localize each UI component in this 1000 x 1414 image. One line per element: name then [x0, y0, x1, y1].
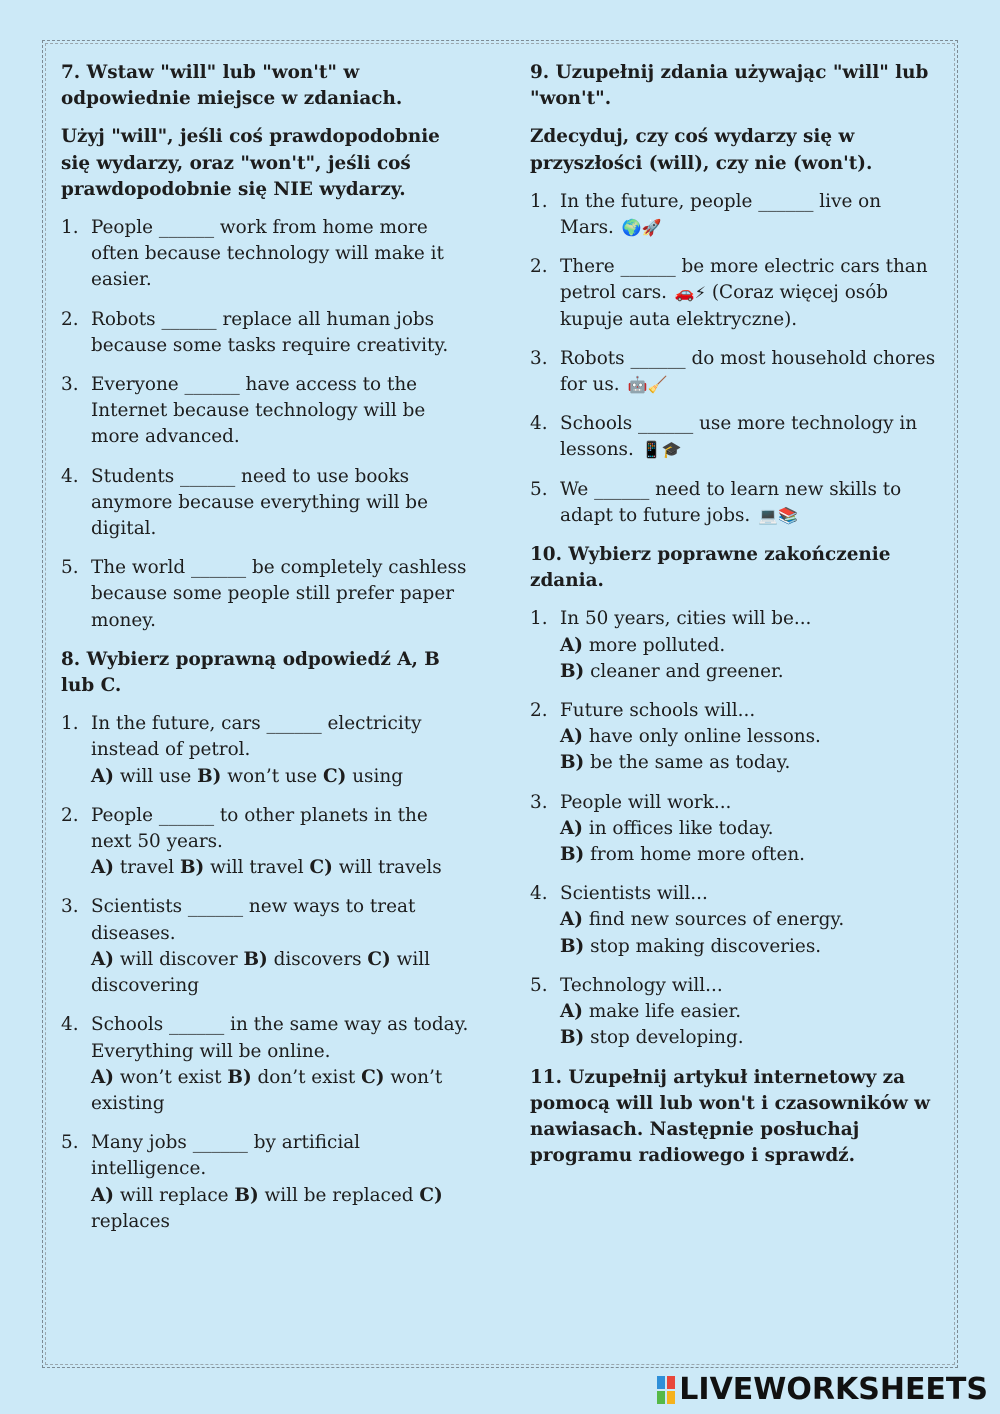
- list-item: 5. The world ______ be completely cashless because some people still prefer paper money.: [61, 557, 467, 631]
- robot-broom-icon: 🤖🧹: [627, 375, 668, 395]
- list-item: 2. There ______ be more electric cars than petrol cars. 🚗⚡ (Coraz więcej osób kupuje auta elektryczne).: [530, 256, 928, 330]
- sentence: Students ______ need to use books anymore because everything will be digital.: [91, 465, 428, 540]
- sentence: Scientists ______ new ways to treat diseases.: [91, 896, 416, 944]
- list-item: 1. In the future, people ______ live on Mars. 🌍🚀: [530, 189, 940, 241]
- options: A) won’t exist B) don’t exist C) won’t existing: [91, 1066, 443, 1114]
- list-item: 1. In the future, cars ______ electricity instead of petrol. A) will use B) won’t use C) using: [61, 711, 473, 790]
- option-b: B) stop developing.: [560, 1027, 744, 1049]
- list-item: 1. In 50 years, cities will be... A) more polluted. B) cleaner and greener.: [530, 606, 940, 685]
- exercise-11-title: 11. Uzupełnij artykuł internetowy za pomocą will lub won't i czasowników w nawiasach. Następnie posłuchaj programu radiowego i sprawdź.: [530, 1066, 931, 1167]
- options: A) will replace B) will be replaced C) replaces: [91, 1184, 443, 1232]
- sentence: Schools ______ use more technology in lessons.: [560, 413, 918, 461]
- phone-graduation-cap-icon: 📱🎓: [641, 440, 682, 460]
- exercise-10-title: 10. Wybierz poprawne zakończenie zdania.: [530, 544, 891, 592]
- sentence: People ______ to other planets in the next 50 years.: [91, 804, 428, 853]
- option-a: A) make life easier.: [560, 1001, 742, 1023]
- exercise-7-list: [61, 215, 473, 634]
- option-b: B) from home more often.: [560, 844, 806, 866]
- logo-text: LIVEWORKSHEETS: [679, 1372, 988, 1407]
- option-b: B) stop making discoveries.: [560, 935, 822, 957]
- sentence: Many jobs ______ by artificial intelligence.: [91, 1132, 361, 1180]
- sentence: Everyone ______ have access to the Internet because technology will be more advanced.: [91, 374, 426, 448]
- sentence: There ______ be more electric cars than petrol cars.: [560, 256, 928, 304]
- list-item: 1. People ______ work from home more often because technology will make it easier.: [61, 217, 444, 291]
- exercise-7-instruction: Użyj "will", jeśli coś prawdopodobnie się wydarzy, oraz "won't", jeśli coś prawdopodobnie się NIE wydarzy.: [61, 126, 440, 200]
- sentence: Schools ______ in the same way as today. Everything will be online.: [91, 1014, 469, 1062]
- list-item: 5. Technology will... A) make life easier. B) stop developing.: [530, 973, 940, 1052]
- list-item: 4. Students ______ need to use books anymore because everything will be digital.: [61, 465, 428, 540]
- exercise-9-title: 9. Uzupełnij zdania używając "will" lub "won't".: [530, 62, 929, 110]
- option-a: A) have only online lessons.: [560, 726, 821, 748]
- list-item: 3. Robots ______ do most household chores for us. 🤖🧹: [530, 346, 940, 398]
- option-a: A) find new sources of energy.: [560, 909, 845, 931]
- list-item: 5. We ______ need to learn new skills to adapt to future jobs. 💻📚: [530, 477, 940, 529]
- sentence: Future schools will...: [560, 700, 756, 722]
- sentence: People ______ work from home more often because technology will make it easier.: [91, 217, 444, 291]
- option-a: A) in offices like today.: [560, 817, 774, 839]
- exercise-7-title: 7. Wstaw "will" lub "won't" w odpowiednie miejsce w zdaniach.: [61, 62, 403, 110]
- option-a: A) more polluted.: [560, 634, 726, 656]
- sentence: In the future, cars ______ electricity instead of petrol.: [91, 713, 422, 761]
- sentence: People will work...: [560, 791, 732, 813]
- list-item: 2. Robots ______ replace all human jobs because some tasks require creativity.: [61, 308, 449, 356]
- list-item: 2. Future schools will... A) have only online lessons. B) be the same as today.: [530, 698, 940, 777]
- list-item: 2. People ______ to other planets in the next 50 years. A) travel B) will travel C) will travels: [61, 803, 473, 882]
- sentence: Robots ______ do most household chores for us.: [560, 347, 936, 396]
- option-b: B) cleaner and greener.: [560, 660, 784, 682]
- sentence: Scientists will...: [560, 883, 708, 905]
- liveworksheets-logo[interactable]: [657, 1372, 988, 1407]
- list-item: 4. Schools ______ in the same way as today. Everything will be online. A) won’t exist B) don’t exist C) won’t existing: [61, 1012, 473, 1117]
- exercise-10-list: [530, 606, 940, 1051]
- sentence: In the future, people ______ live on Mars.: [560, 190, 882, 239]
- list-item: 4. Schools ______ use more technology in lessons. 📱🎓: [530, 411, 940, 463]
- sentence: We ______ need to learn new skills to adapt to future jobs.: [560, 478, 902, 526]
- right-column: [530, 60, 940, 1181]
- list-item: 4. Scientists will... A) find new sources of energy. B) stop making discoveries.: [530, 881, 940, 960]
- logo-mark-icon: [657, 1376, 675, 1404]
- exercise-8-list: [61, 711, 473, 1235]
- options: A) travel B) will travel C) will travels: [91, 857, 442, 879]
- exercise-9-instruction: Zdecyduj, czy coś wydarzy się w przyszłości (will), czy nie (won't).: [530, 126, 873, 174]
- list-item: 3. People will work... A) in offices like today. B) from home more often.: [530, 790, 940, 869]
- sentence: Robots ______ replace all human jobs because some tasks require creativity.: [91, 308, 449, 356]
- globe-rocket-icon: 🌍🚀: [621, 218, 662, 238]
- options: A) will use B) won’t use C) using: [91, 765, 403, 787]
- left-column: [61, 60, 473, 1248]
- car-lightning-icon: 🚗⚡: [674, 283, 706, 303]
- sentence: In 50 years, cities will be...: [560, 608, 812, 630]
- exercise-9-list: [530, 189, 940, 529]
- list-item: 3. Everyone ______ have access to the Internet because technology will be more advanced.: [61, 374, 426, 448]
- option-b: B) be the same as today.: [560, 752, 791, 774]
- list-item: 3. Scientists ______ new ways to treat diseases. A) will discover B) discovers C) will discovering: [61, 894, 473, 999]
- sentence: The world ______ be completely cashless because some people still prefer paper money.: [91, 557, 467, 631]
- exercise-8-title: 8. Wybierz poprawną odpowiedź A, B lub C.: [61, 648, 440, 697]
- laptop-books-icon: 💻📚: [758, 505, 798, 525]
- options: A) will discover B) discovers C) will discovering: [91, 948, 430, 997]
- sentence: Technology will...: [560, 974, 723, 996]
- list-item: 5. Many jobs ______ by artificial intelligence. A) will replace B) will be replaced C) replaces: [61, 1130, 473, 1235]
